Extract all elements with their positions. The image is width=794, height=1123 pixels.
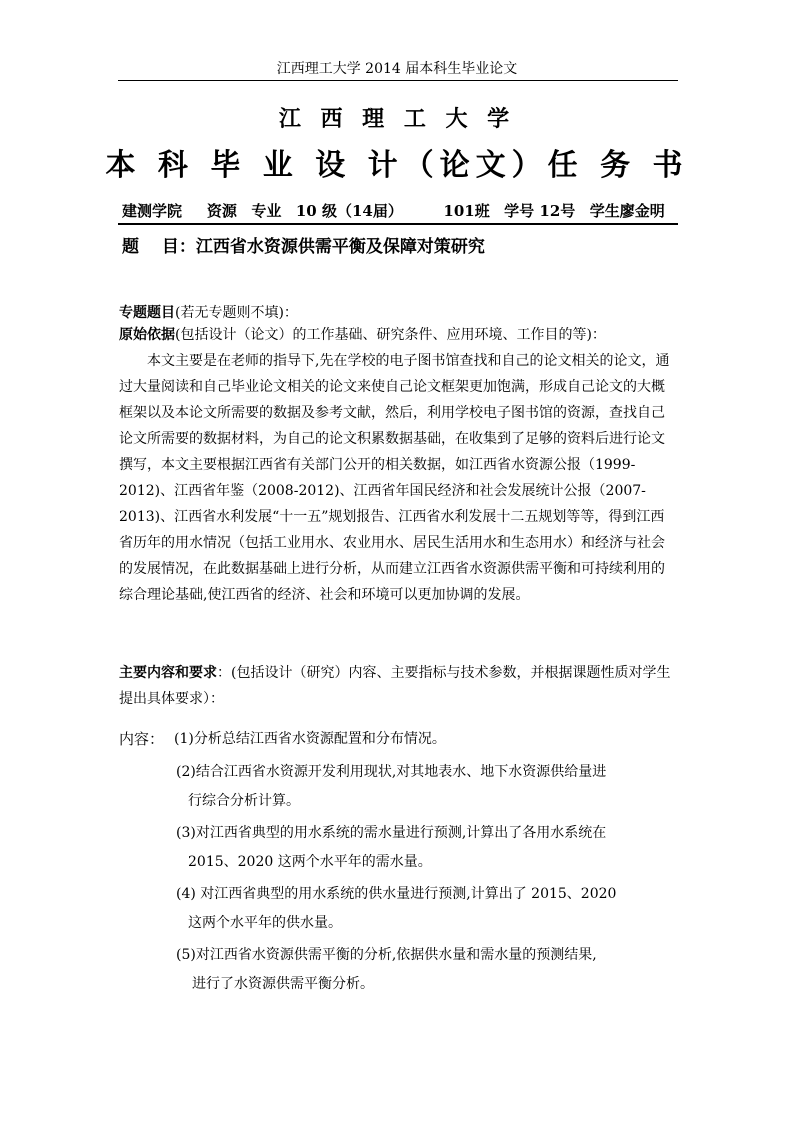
list-item: (5)对江西省水资源供需平衡的分析,依据供水量和需水量的预测结果, bbox=[176, 947, 597, 963]
college: 建测学院 bbox=[122, 202, 183, 220]
document-title: 本 科 毕 业 设 计（论文）任 务 书 bbox=[105, 148, 689, 183]
requirements-heading bbox=[119, 660, 675, 712]
list-item-continuation: 行综合分析计算。 bbox=[188, 793, 300, 809]
running-header: 江西理工大学 2014 届本科生毕业论文 bbox=[276, 61, 518, 77]
list-item: (3)对江西省典型的用水系统的需水量进行预测,计算出了各用水系统在 bbox=[176, 825, 607, 841]
major-label: 专业 bbox=[251, 202, 282, 220]
basis-label: 原始依据 bbox=[119, 327, 175, 343]
class: 101班 bbox=[443, 202, 490, 220]
basis-note: (包括设计（论文）的工作基础、研究条件、应用环境、工作目的等)： bbox=[175, 327, 606, 343]
list-item-continuation: 进行了水资源供需平衡分析。 bbox=[192, 976, 374, 992]
topic-label: 题 目： bbox=[122, 237, 196, 257]
header-rule bbox=[118, 80, 678, 81]
special-topic-note: (若无专题则不填)： bbox=[175, 305, 298, 321]
grade: 10 级（14届） bbox=[295, 202, 403, 220]
student-name: 学生廖金明 bbox=[589, 202, 665, 220]
requirements-note: ：(包括设计（研究）内容、主要指标与技术参数，并根据课题性质对学生提出具体要求）： bbox=[119, 665, 671, 707]
basis-paragraph: 本文主要是在老师的指导下,先在学校的电子图书馆查找和自己的论文相关的论文，通过大量阅读和自己毕业论文相关的论文来使自己论文框架更加饱满，形成自己论文的大概框架以及本论文所需要的数据及参考文献，然后，利用学校电子图书馆的资源，查找自己论文所需要的数据材料，为自己的论文积累数据基础，在收集到了足够的资料后进行论文撰写，本文主要根据江西省有关部门公开的相关数据，如江西省水资源公报（1999-2012)、江西省年鉴（2008-2012)、江西省年国民经济和社会发展统计公报（2007-2013)、江西省水利发展“十一五”规划报告、江西省水利发展十二五规划等等，得到江西省历年的用水情况（包括工业用水、农业用水、居民生活用水和生态用水）和经济与社会的发展情况，在此数据基础上进行分析，从而建立江西省水资源供需平衡和可持续利用的综合理论基础,使江西省的经济、社会和环境可以更加协调的发展。 bbox=[119, 353, 670, 603]
topic-line bbox=[122, 232, 485, 257]
university-title: 江 西 理 工 大 学 bbox=[278, 106, 516, 132]
list-item: (2)结合江西省水资源开发利用现状,对其地表水、地下水资源供给量进 bbox=[176, 764, 607, 780]
list-item: (4) 对江西省典型的用水系统的供水量进行预测,计算出了 2015、2020 bbox=[176, 886, 617, 902]
content-label: 内容： bbox=[119, 730, 165, 748]
student-info-row bbox=[122, 200, 678, 221]
student-number: 学号 12号 bbox=[504, 202, 576, 220]
special-topic-label: 专题题目 bbox=[119, 305, 175, 321]
basis-heading bbox=[119, 322, 675, 348]
basis-section bbox=[119, 322, 675, 608]
major: 资源 bbox=[206, 202, 237, 220]
list-item-continuation: 这两个水平年的供水量。 bbox=[188, 915, 342, 931]
list-item: (1)分析总结江西省水资源配置和分布情况。 bbox=[174, 731, 446, 747]
info-rule bbox=[118, 223, 678, 225]
topic-value: 江西省水资源供需平衡及保障对策研究 bbox=[195, 237, 485, 257]
list-item-continuation: 2015、2020 这两个水平年的需水量。 bbox=[188, 854, 432, 870]
requirements-label: 主要内容和要求 bbox=[119, 665, 217, 681]
